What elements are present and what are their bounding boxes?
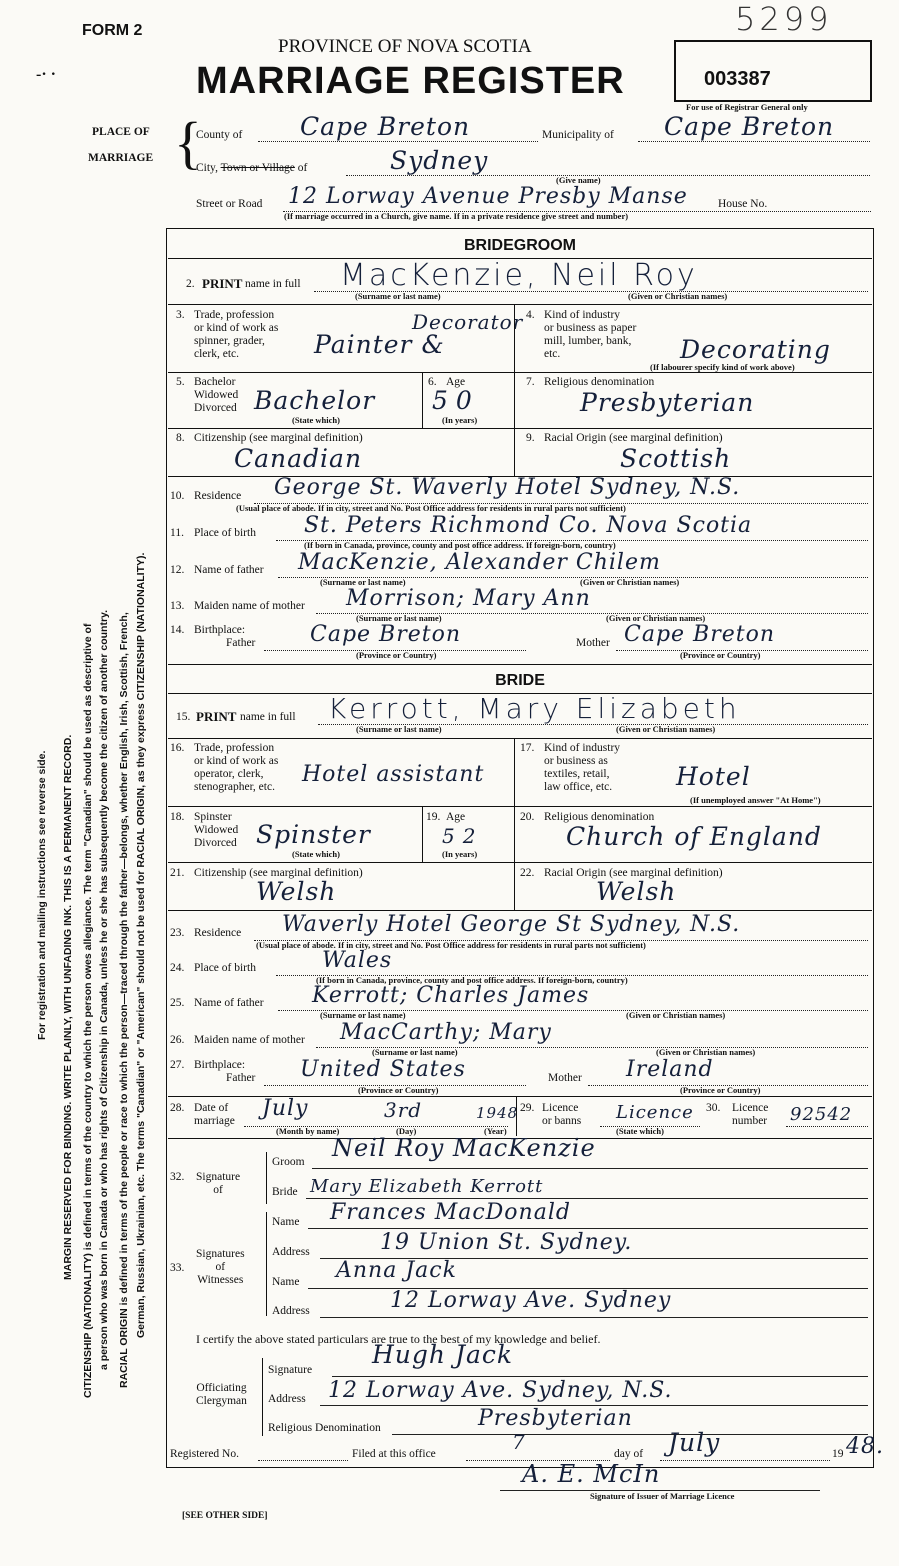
licence-type-value: Licence: [616, 1102, 694, 1123]
q10-label: Residence: [194, 490, 242, 502]
handwritten-number: 5299: [735, 0, 833, 38]
groom-birth-caption: (If born in Canada, province, county and post office address. If foreign-born, country): [304, 540, 616, 550]
street-label: Street or Road: [196, 198, 263, 210]
q17-label: Kind of industry or business as textiles, retail, law office, etc.: [544, 742, 621, 793]
give-name-caption: (Give name): [556, 175, 601, 185]
q8-label: Citizenship (see marginal definition): [194, 432, 363, 444]
street-note: (If marriage occurred in a Church, give name. If in a private residence give street and number): [284, 211, 629, 221]
q26-label: Maiden name of mother: [194, 1034, 305, 1046]
q30-number: 30.: [706, 1102, 721, 1114]
municipality-value: Cape Breton: [664, 112, 835, 141]
filed-month-value: July: [668, 1428, 721, 1457]
q23-number: 23.: [170, 927, 185, 939]
bride-mother-bp-label: Mother: [548, 1072, 582, 1084]
groom-status-value: Bachelor: [254, 386, 376, 415]
margin-line-1: For registration and mailing instructions see reverse side.: [36, 750, 48, 1040]
w2-name-value: Anna Jack: [336, 1258, 457, 1283]
denomination-label: Religious Denomination: [268, 1422, 381, 1434]
bride-residence-caption: (Usual place of abode. If in city, street and No. Post Office address for residents in rural parts not sufficient): [256, 940, 646, 950]
bride-mother-value: MacCarthy; Mary: [340, 1020, 552, 1045]
groom-industry-value: Decorating: [680, 335, 831, 364]
q9-number: 9.: [526, 432, 535, 444]
filed-label: Filed at this office: [352, 1448, 436, 1460]
q29-number: 29.: [520, 1102, 535, 1114]
clergy-signature-label: Signature: [268, 1364, 313, 1376]
registrar-note: For use of Registrar General only: [686, 102, 808, 112]
county-value: Cape Breton: [300, 112, 471, 141]
bride-age-value: 52: [442, 824, 484, 848]
clergy-signature: Hugh Jack: [372, 1340, 514, 1369]
q11-label: Place of birth: [194, 527, 256, 539]
q29-label: Licence or banns: [542, 1102, 582, 1127]
bride-heading: BRIDE: [495, 672, 545, 689]
page-title: MARRIAGE REGISTER: [196, 60, 625, 102]
q25-label: Name of father: [194, 997, 264, 1009]
q14-label: Birthplace:: [194, 624, 246, 636]
bride-sig-label: Bride: [272, 1186, 298, 1198]
day-of-label: day of: [614, 1448, 644, 1460]
bride-industry-value: Hotel: [676, 762, 751, 791]
q4-number: 4.: [526, 309, 535, 321]
bride-father-value: Kerrott; Charles James: [312, 983, 590, 1008]
street-value: 12 Lorway Avenue Presby Manse: [288, 184, 688, 209]
q7-number: 7.: [526, 376, 535, 388]
bride-industry-caption: (If unemployed answer "At Home"): [690, 795, 821, 805]
licence-number-value: 92542: [790, 1104, 853, 1125]
bride-birth-caption: (If born in Canada, province, county and post office address. If foreign-born, country): [316, 975, 628, 985]
groom-name-value: MacKenzie, Neil Roy: [340, 258, 698, 293]
register-number: 003387: [704, 68, 771, 90]
groom-citizenship-value: Canadian: [234, 444, 363, 473]
margin-line-6: German, Russian, Ukrainian, etc. The terms "Canadian" or "American" should not be used for RACIAL ORIGIN, as they express CITIZENSHIP (NATIONALITY).: [135, 552, 147, 1338]
certify-statement: I certify the above stated particulars are true to the best of my knowledge and belief.: [196, 1332, 601, 1346]
municipality-label: Municipality of: [542, 129, 614, 141]
q24-label: Place of birth: [194, 962, 256, 974]
q15-print: PRINT: [196, 709, 237, 724]
q15-label: name in full: [240, 711, 296, 723]
q4-label: Kind of industry or business as paper mill, lumber, bank, etc.: [544, 309, 637, 360]
clergy-address-label: Address: [268, 1393, 306, 1405]
see-other-side: [SEE OTHER SIDE]: [182, 1511, 268, 1521]
bride-surname-caption: (Surname or last name): [356, 724, 442, 734]
registered-label: Registered No.: [170, 1448, 239, 1460]
bride-mother-bp-value: Ireland: [626, 1057, 714, 1082]
q6-label: Age: [446, 376, 466, 388]
year-caption: (Year): [484, 1126, 507, 1136]
margin-line-2: MARGIN RESERVED FOR BINDING. WRITE PLAINLY, WITH UNFADING INK. THIS IS A PERMANENT RECORD.: [62, 734, 74, 1280]
bride-father-given-caption: (Given or Christian names): [626, 1010, 726, 1020]
groom-father-bp-label: Father: [226, 637, 256, 649]
q2-print: PRINT: [202, 276, 243, 291]
groom-father-value: MacKenzie, Alexander Chilem: [298, 550, 661, 575]
licence-state-caption: (State which): [616, 1126, 664, 1136]
w1-address-label: Address: [272, 1246, 310, 1258]
q23-label: Residence: [194, 927, 242, 939]
groom-trade-value: Painter &: [314, 330, 445, 359]
q28-number: 28.: [170, 1102, 185, 1114]
filed-year-value: 48.: [846, 1434, 884, 1459]
bride-racial-value: Welsh: [596, 877, 677, 906]
q32-label: Signature of: [196, 1171, 241, 1196]
q26-number: 26.: [170, 1034, 185, 1046]
q22-number: 22.: [520, 867, 535, 879]
q10-number: 10.: [170, 490, 185, 502]
year-prefix: 19: [832, 1448, 844, 1460]
house-no-label: House No.: [718, 198, 768, 210]
q9-label: Racial Origin (see marginal definition): [544, 432, 723, 444]
q7-label: Religious denomination: [544, 376, 655, 388]
place-of-label: PLACE OF: [92, 126, 150, 138]
bride-father-surname-caption: (Surname or last name): [320, 1010, 406, 1020]
hole-punch-marks: -· ·: [36, 66, 56, 83]
groom-given-caption: (Given or Christian names): [628, 291, 728, 301]
q11-number: 11.: [170, 527, 184, 539]
q2-number: 2.: [186, 278, 195, 290]
bride-citizenship-value: Welsh: [256, 877, 337, 906]
groom-age-value: 50: [432, 386, 480, 415]
bride-given-caption: (Given or Christian names): [616, 724, 716, 734]
q13-number: 13.: [170, 600, 185, 612]
bride-signature: Mary Elizabeth Kerrott: [310, 1176, 544, 1197]
q20-number: 20.: [520, 811, 535, 823]
groom-mother-given-caption: (Given or Christian names): [606, 613, 706, 623]
q32-number: 32.: [170, 1171, 185, 1183]
groom-father-bp-caption: (Province or Country): [356, 650, 437, 660]
groom-trade-extra: Decorator: [412, 310, 524, 334]
clergy-label: Officiating Clergyman: [196, 1382, 247, 1407]
bride-residence-value: Waverly Hotel George St Sydney, N.S.: [282, 912, 741, 937]
filed-day-value: 7: [512, 1430, 526, 1454]
county-label: County of: [196, 129, 243, 141]
q16-number: 16.: [170, 742, 185, 754]
denomination-value: Presbyterian: [478, 1406, 633, 1431]
clergy-address-value: 12 Lorway Ave. Sydney, N.S.: [328, 1378, 673, 1403]
q22-label: Racial Origin (see marginal definition): [544, 867, 723, 879]
w1-address-value: 19 Union St. Sydney.: [380, 1230, 633, 1255]
issuer-signature: A. E. McIn: [522, 1460, 661, 1488]
q3-label: Trade, profession or kind of work as spinner, grader, clerk, etc.: [194, 309, 279, 360]
groom-mother-value: Morrison; Mary Ann: [346, 586, 591, 611]
q2-label: name in full: [245, 278, 301, 290]
groom-racial-value: Scottish: [620, 444, 732, 473]
q18-number: 18.: [170, 811, 185, 823]
q21-number: 21.: [170, 867, 185, 879]
province-title: PROVINCE OF NOVA SCOTIA: [278, 36, 532, 57]
q14-number: 14.: [170, 624, 185, 636]
q20-label: Religious denomination: [544, 811, 655, 823]
bride-status-value: Spinster: [256, 820, 371, 849]
bride-mother-bp-caption: (Province or Country): [680, 1085, 761, 1095]
q12-label: Name of father: [194, 564, 264, 576]
bridegroom-heading: BRIDEGROOM: [464, 237, 576, 254]
bride-father-bp-value: United States: [300, 1057, 466, 1082]
q5-number: 5.: [176, 376, 185, 388]
marriage-day-value: 3rd: [384, 1098, 423, 1122]
groom-father-bp-value: Cape Breton: [310, 622, 462, 647]
q19-label: Age: [446, 811, 466, 823]
groom-surname-caption: (Surname or last name): [355, 291, 441, 301]
q28-label: Date of marriage: [194, 1102, 235, 1127]
w1-name-value: Frances MacDonald: [330, 1200, 571, 1225]
q27-label: Birthplace:: [194, 1059, 246, 1071]
q19-number: 19.: [426, 811, 441, 823]
q13-label: Maiden name of mother: [194, 600, 305, 612]
marriage-year-value: 1948: [476, 1104, 519, 1122]
place-brace: {: [174, 110, 202, 175]
bride-birth-value: Wales: [322, 948, 393, 973]
city-label: City, Town or Village of: [196, 162, 308, 174]
groom-birth-value: St. Peters Richmond Co. Nova Scotia: [304, 513, 753, 538]
day-caption: (Day): [396, 1126, 417, 1136]
margin-line-5: RACIAL ORIGIN is defined in terms of the people or race to which the person—traced through the father—belongs, whether English, Irish, Scottish, French,: [118, 612, 130, 1388]
groom-industry-caption: (If labourer specify kind of work above): [650, 362, 795, 372]
w1-name-label: Name: [272, 1216, 300, 1228]
marriage-month-value: July: [262, 1096, 309, 1121]
q5-label: Bachelor Widowed Divorced: [194, 376, 239, 414]
q16-label: Trade, profession or kind of work as operator, clerk, stenographer, etc.: [194, 742, 279, 793]
marriage-label: MARRIAGE: [88, 152, 154, 164]
w2-name-label: Name: [272, 1276, 300, 1288]
groom-father-given-caption: (Given or Christian names): [580, 577, 680, 587]
bride-religion-value: Church of England: [566, 822, 822, 851]
q24-number: 24.: [170, 962, 185, 974]
bride-years-caption: (In years): [442, 849, 478, 859]
groom-mother-bp-value: Cape Breton: [624, 622, 776, 647]
q17-number: 17.: [520, 742, 535, 754]
margin-line-4: a person who was born in Canada or who has rights of Citizenship in Canada, unless he or she has subsequently become the citizen of another country.: [98, 609, 110, 1370]
bride-mother-surname-caption: (Surname or last name): [372, 1047, 458, 1057]
bride-name-value: Kerrott, Mary Elizabeth: [328, 692, 741, 725]
city-value: Sydney: [390, 146, 489, 175]
q18-label: Spinster Widowed Divorced: [194, 811, 239, 849]
q25-number: 25.: [170, 997, 185, 1009]
groom-signature: Neil Roy MacKenzie: [332, 1134, 596, 1162]
q8-number: 8.: [176, 432, 185, 444]
issuer-caption: Signature of Issuer of Marriage Licence: [590, 1491, 735, 1501]
groom-mother-bp-label: Mother: [576, 637, 610, 649]
bride-mother-given-caption: (Given or Christian names): [656, 1047, 756, 1057]
groom-mother-bp-caption: (Province or Country): [680, 650, 761, 660]
groom-years-caption: (In years): [442, 415, 478, 425]
q6-number: 6.: [428, 376, 437, 388]
groom-mother-surname-caption: (Surname or last name): [356, 613, 442, 623]
groom-residence-value: George St. Waverly Hotel Sydney, N.S.: [274, 475, 741, 500]
groom-father-surname-caption: (Surname or last name): [320, 577, 406, 587]
margin-line-3: CITIZENSHIP (NATIONALITY) is defined in terms of the country to which the person owes allegiance. The term "Canadian" should be used as descriptive of: [82, 623, 94, 1398]
w2-address-value: 12 Lorway Ave. Sydney: [390, 1288, 672, 1313]
bride-father-bp-caption: (Province or Country): [358, 1085, 439, 1095]
groom-religion-value: Presbyterian: [580, 388, 755, 417]
q12-number: 12.: [170, 564, 185, 576]
q15-number: 15.: [176, 711, 191, 723]
q3-number: 3.: [176, 309, 185, 321]
q27-number: 27.: [170, 1059, 185, 1071]
bride-state-caption: (State which): [292, 849, 340, 859]
q30-label: Licence number: [732, 1102, 769, 1127]
q21-label: Citizenship (see marginal definition): [194, 867, 363, 879]
w2-address-label: Address: [272, 1305, 310, 1317]
groom-state-caption: (State which): [292, 415, 340, 425]
groom-residence-caption: (Usual place of abode. If in city, street and No. Post Office address for residents in rural parts not sufficient): [236, 503, 626, 513]
bride-father-bp-label: Father: [226, 1072, 256, 1084]
form-number: FORM 2: [82, 22, 143, 39]
q33-number: 33.: [170, 1262, 185, 1274]
month-caption: (Month by name): [276, 1126, 340, 1136]
bride-trade-value: Hotel assistant: [302, 762, 485, 787]
q33-label: Signatures of Witnesses: [196, 1248, 245, 1286]
groom-sig-label: Groom: [272, 1156, 305, 1168]
